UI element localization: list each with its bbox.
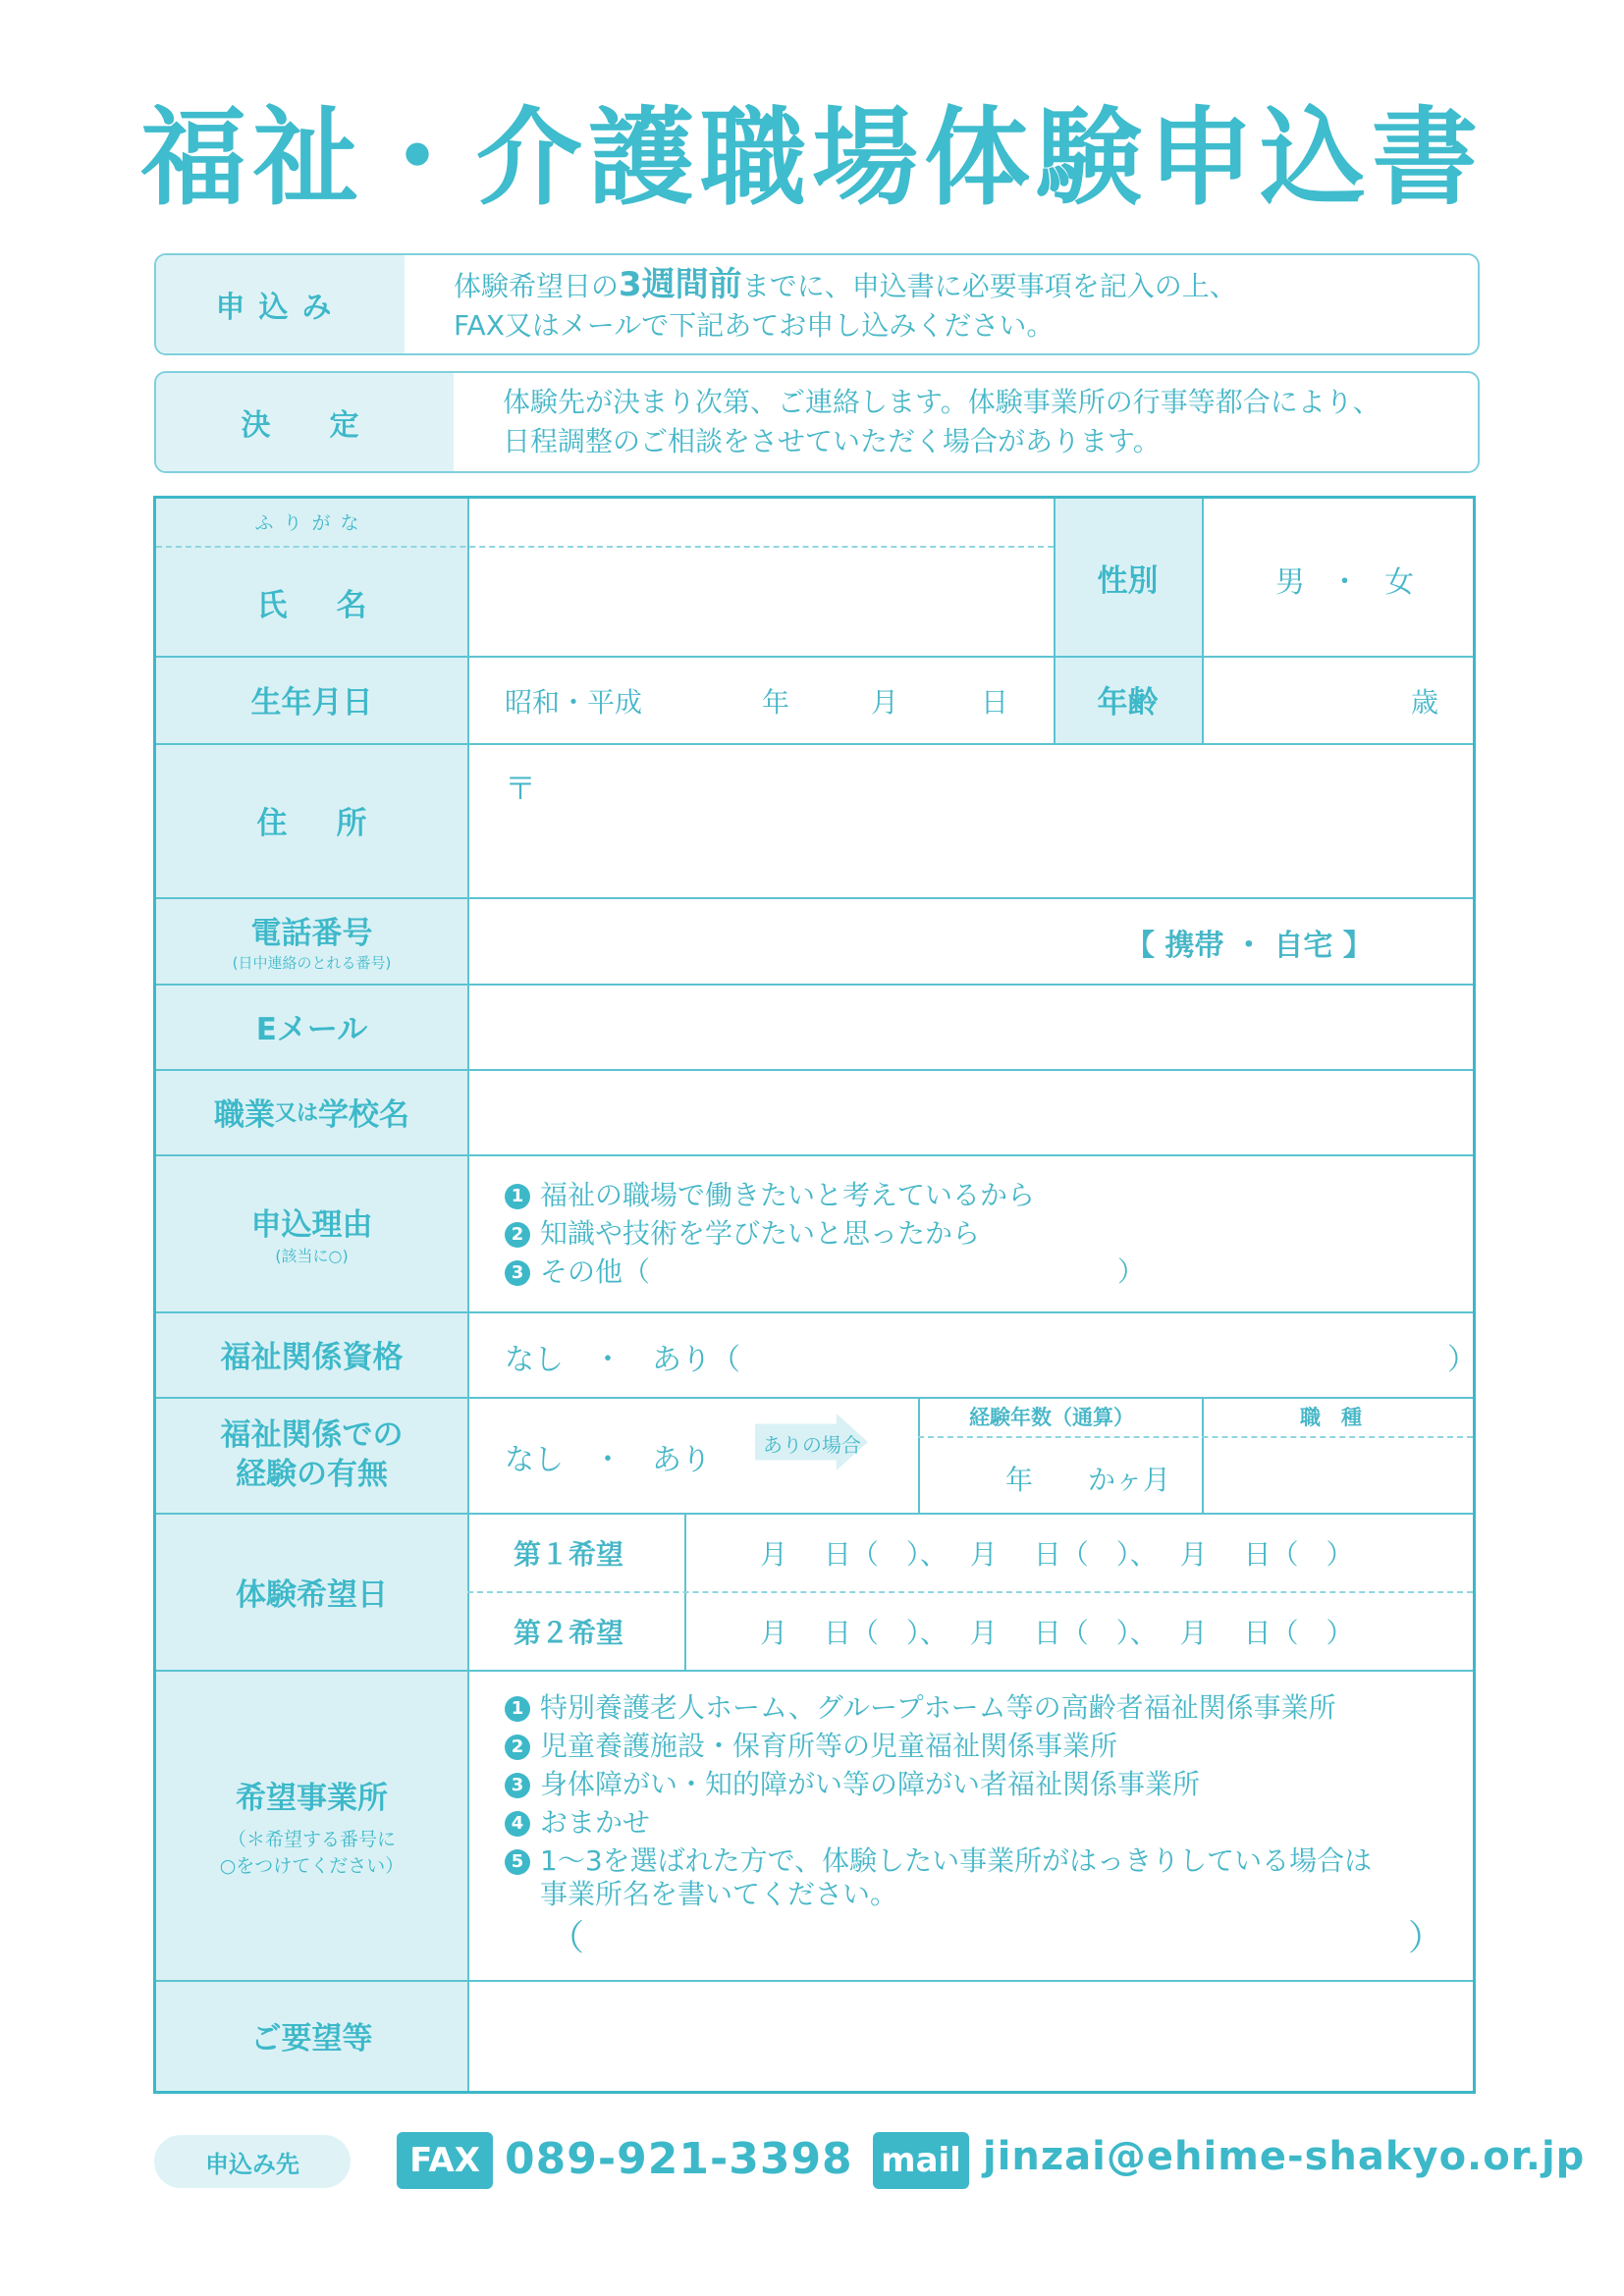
decide-label: 決定: [156, 373, 454, 471]
experience-choice[interactable]: なし ・ あり: [505, 1443, 711, 1477]
office-note-2: ○をつけてください）: [219, 1854, 405, 1877]
phone-label-cell: [156, 897, 467, 984]
experience-label-cell: [156, 1397, 467, 1513]
office-3-text: 身体障がい・知的障がい等の障がい者福祉関係事業所: [540, 1768, 1201, 1800]
office-label-cell: [156, 1670, 467, 1980]
row-divider: [156, 1397, 1473, 1399]
office-4-text: おまかせ: [540, 1806, 651, 1839]
row-divider: [156, 897, 1473, 899]
apply-deadline: 3週間前: [619, 265, 742, 304]
occupation-label-b: 又は: [274, 1101, 318, 1126]
column-divider: [1202, 499, 1204, 743]
reason-3[interactable]: [505, 1251, 1145, 1290]
occupation-label-cell: [156, 1069, 467, 1154]
office-3[interactable]: [505, 1763, 1200, 1802]
gender-options[interactable]: 男 ・ 女: [1275, 565, 1423, 600]
apply-line2: FAX又はメールで下記あてお申し込みください。: [454, 309, 1055, 342]
decide-info-box: [154, 371, 1480, 473]
reason-label-cell: [156, 1154, 467, 1311]
mail-tag: mail: [873, 2132, 969, 2189]
row-divider: [156, 1980, 1473, 1982]
row-divider: [156, 1670, 1473, 1672]
row-divider: [156, 656, 1473, 658]
office-2[interactable]: [505, 1725, 1117, 1764]
apply-line1-pre: 体験希望日の: [454, 270, 620, 302]
apply-label: 申込み: [156, 255, 405, 353]
date-row-2-label: 第２希望: [514, 1617, 624, 1649]
experience-years-unit: 年 かヶ月: [1005, 1464, 1171, 1496]
birth-month-unit: 月: [871, 686, 899, 719]
request-label: ご要望等: [156, 1980, 467, 2091]
experience-job-header: 職 種: [1300, 1406, 1362, 1429]
age-unit: 歳: [1411, 686, 1439, 719]
reason-1-number: 1: [505, 1184, 530, 1209]
qualification-label: 福祉関係資格: [156, 1311, 467, 1397]
column-divider: [918, 1397, 920, 1513]
row-divider: [156, 984, 1473, 986]
fax-number[interactable]: 089-921-3398: [505, 2134, 853, 2184]
experience-label-2: 経験の有無: [236, 1457, 388, 1492]
office-1-number: 1: [505, 1696, 530, 1722]
birth-era[interactable]: 昭和・平成: [505, 686, 643, 719]
postal-mark: 〒: [505, 770, 537, 807]
decide-text: [454, 373, 1478, 471]
experience-label-1: 福祉関係での: [220, 1417, 404, 1453]
experience-years-header: 経験年数（通算）: [969, 1406, 1134, 1429]
email-label: Eメール: [156, 984, 467, 1069]
office-name-paren-close: ）: [1408, 1918, 1444, 1958]
office-5-number: 5: [505, 1849, 530, 1875]
name-label: 氏名: [256, 587, 416, 623]
office-5-line2: 事業所名を書いてください。: [540, 1878, 898, 1910]
apply-line1-post: までに、申込書に必要事項を記入の上、: [741, 270, 1237, 302]
office-label: 希望事業所: [236, 1780, 388, 1816]
birth-label: 生年月日: [156, 656, 467, 743]
birth-year-unit: 年: [762, 686, 790, 719]
date-row-1-fields[interactable]: 月 日（ ）、 月 日（ ）、 月 日（ ）: [760, 1538, 1354, 1571]
column-divider: [1054, 499, 1056, 743]
experience-arrow-text: ありの場合: [763, 1433, 861, 1457]
gender-label: 性別: [1054, 499, 1202, 656]
column-divider: [467, 499, 469, 2091]
office-2-text: 児童養護施設・保育所等の児童福祉関係事業所: [540, 1730, 1118, 1762]
application-form: [153, 496, 1476, 2094]
birth-day-unit: 日: [981, 686, 1009, 719]
page-title: 福祉・介護職場体験申込書: [139, 97, 1484, 220]
reason-note: (該当に○): [275, 1247, 349, 1265]
date-row-2-fields[interactable]: 月 日（ ）、 月 日（ ）、 月 日（ ）: [760, 1617, 1354, 1649]
decide-line1: 体験先が決まり次第、ご連絡します。体験事業所の行事等都合により、: [503, 386, 1380, 418]
office-4-number: 4: [505, 1811, 530, 1837]
age-label: 年齢: [1054, 656, 1202, 743]
address-label: 住所: [156, 743, 467, 897]
footer-label: 申込み先: [154, 2135, 351, 2188]
fax-tag: FAX: [397, 2132, 493, 2189]
row-divider: [156, 743, 1473, 745]
office-name-paren-open: （: [549, 1918, 585, 1958]
row-divider: [156, 1154, 1473, 1156]
reason-1[interactable]: [505, 1174, 1035, 1213]
office-1-text: 特別養護老人ホーム、グループホーム等の高齢者福祉関係事業所: [540, 1691, 1336, 1724]
office-5-text: 1〜3を選ばれた方で、体験したい事業所がはっきりしている場合は: [540, 1844, 1373, 1877]
office-note-1: （＊希望する番号に: [227, 1828, 396, 1850]
office-1[interactable]: [505, 1686, 1336, 1726]
experience-divider: [918, 1436, 1473, 1438]
occupation-label-c: 学校名: [318, 1097, 409, 1133]
qualification-text[interactable]: なし ・ あり（ ）: [505, 1343, 1477, 1377]
phone-type[interactable]: 【 携帯 ・ 自宅 】: [1125, 929, 1373, 963]
office-4[interactable]: [505, 1801, 650, 1841]
occupation-label-a: 職業: [213, 1097, 275, 1133]
office-3-number: 3: [505, 1773, 530, 1798]
row-divider: [156, 1069, 1473, 1071]
office-2-number: 2: [505, 1735, 530, 1760]
decide-line2: 日程調整のご相談をさせていただく場合があります。: [503, 425, 1161, 457]
reason-2-text: 知識や技術を学びたいと思ったから: [540, 1217, 981, 1250]
reason-label: 申込理由: [250, 1207, 373, 1243]
name-label-cell: [156, 499, 467, 656]
furigana-divider: [156, 546, 1054, 548]
email-address[interactable]: jinzai@ehime-shakyo.or.jp: [983, 2134, 1586, 2179]
phone-label: 電話番号: [250, 916, 373, 951]
reason-2[interactable]: [505, 1212, 980, 1252]
reason-3-number: 3: [505, 1260, 530, 1286]
reason-3-text: その他（ ）: [540, 1255, 1146, 1288]
apply-info-box: [154, 253, 1480, 355]
apply-text: [405, 255, 1478, 353]
phone-note: (日中連絡のとれる番号): [232, 954, 392, 972]
furigana-label: ふりがな: [254, 512, 369, 534]
reason-1-text: 福祉の職場で働きたいと考えているから: [540, 1179, 1036, 1211]
date-divider: [467, 1591, 1473, 1593]
row-divider: [156, 1311, 1473, 1313]
reason-2-number: 2: [505, 1222, 530, 1248]
column-divider: [1202, 1397, 1204, 1513]
date-label: 体験希望日: [156, 1513, 467, 1670]
date-row-1-label: 第１希望: [514, 1538, 624, 1571]
row-divider: [156, 1513, 1473, 1515]
